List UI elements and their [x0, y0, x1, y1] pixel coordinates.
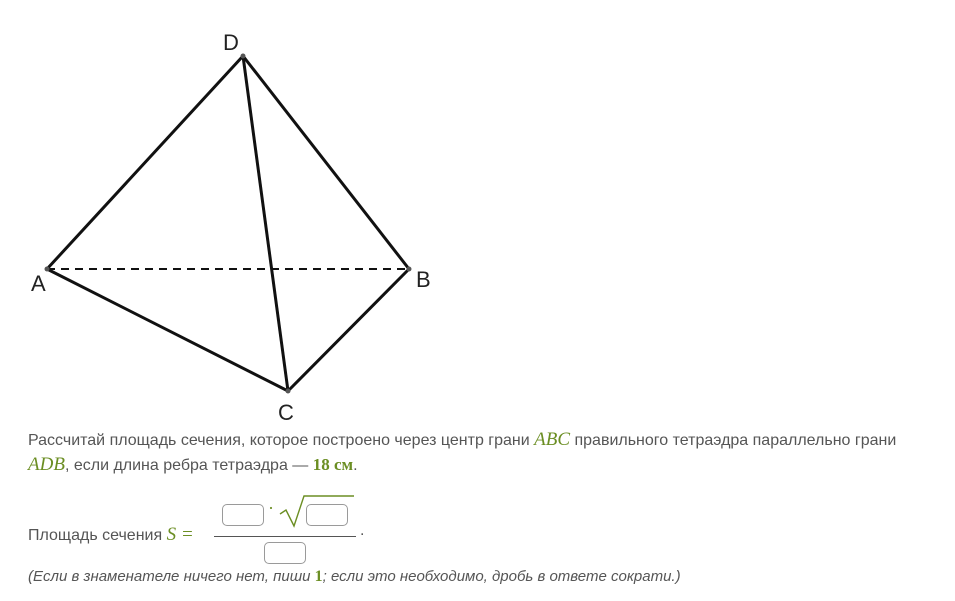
denominator-input[interactable] [264, 542, 306, 564]
problem-text-part: . [353, 457, 358, 474]
vertex-label-b: B [416, 267, 431, 292]
multiplication-dot: · [268, 498, 274, 518]
hint-text-part: ; если это необходимо, дробь в ответе сократи.) [322, 568, 681, 585]
problem-text-part: правильного тетраэдра параллельно грани [570, 432, 897, 449]
answer-label-text: Площадь сечения [28, 527, 167, 544]
edge-bc [288, 269, 409, 391]
hint-text-part: (Если в знаменателе ничего нет, пиши [28, 568, 315, 585]
vertex-label-d: D [223, 30, 239, 55]
face-adb-math: ADB [28, 454, 65, 475]
hint-one-value: 1 [314, 568, 323, 585]
answer-row [28, 494, 628, 566]
vertex-label-c: C [278, 400, 294, 425]
problem-statement [28, 428, 928, 478]
answer-fraction [214, 494, 356, 566]
fraction-line [214, 536, 356, 537]
answer-hint [28, 568, 681, 586]
vertex-point-d [241, 54, 246, 59]
edge-ac [47, 269, 288, 391]
vertex-point-c [286, 389, 291, 394]
face-abc-math: ABC [534, 429, 571, 450]
answer-period: . [360, 522, 365, 539]
edge-ad [47, 56, 243, 269]
area-variable: S = [166, 524, 194, 545]
vertex-label-a: A [31, 271, 46, 296]
numerator-radicand-input[interactable] [306, 504, 348, 526]
vertex-point-b [407, 267, 412, 272]
edge-length-value: 18 см [312, 455, 354, 474]
problem-text-part: , если длина ребра тетраэдра — [64, 457, 313, 474]
answer-label [28, 524, 194, 546]
problem-text-part: Рассчитай площадь сечения, которое построено через центр грани [28, 432, 535, 449]
numerator-coefficient-input[interactable] [222, 504, 264, 526]
